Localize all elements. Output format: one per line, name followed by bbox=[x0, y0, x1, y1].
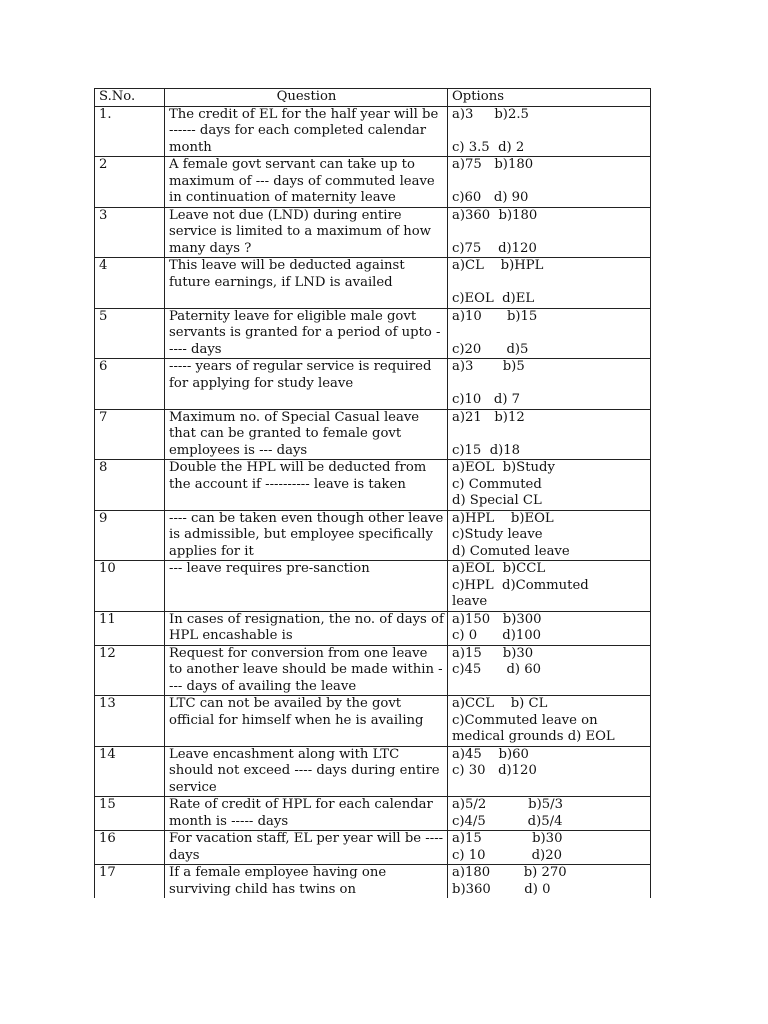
question-text: Double the HPL will be deducted from the account if ---------- leave is taken bbox=[165, 460, 448, 511]
option-line: c)Commuted leave on bbox=[452, 712, 598, 728]
question-text: Request for conversion from one leave to another leave should be made within ---- days of availing the leave bbox=[165, 645, 448, 696]
option-line: c)10 d) 7 bbox=[452, 392, 521, 407]
serial-number: 6 bbox=[95, 359, 165, 410]
option-line: c) Commuted bbox=[452, 476, 542, 492]
option-line: c)4/5 d)5/4 bbox=[452, 813, 563, 829]
question-text: The credit of EL for the half year will be ------ days for each completed calendar month bbox=[165, 106, 448, 157]
options-spacer bbox=[452, 275, 647, 292]
option-line: medical grounds d) EOL bbox=[452, 729, 615, 744]
options-cell bbox=[448, 258, 651, 309]
options-spacer bbox=[452, 325, 647, 342]
serial-number: 3 bbox=[95, 207, 165, 258]
serial-number: 16 bbox=[95, 831, 165, 865]
option-line: b)360 d) 0 bbox=[452, 881, 551, 897]
options-spacer bbox=[452, 224, 647, 241]
options-cell bbox=[448, 645, 651, 696]
table-row bbox=[95, 409, 651, 460]
serial-number: 4 bbox=[95, 258, 165, 309]
option-line: c) 30 d)120 bbox=[452, 763, 537, 778]
option-line: d) Comuted leave bbox=[452, 543, 570, 559]
options-cell bbox=[448, 611, 651, 645]
table-row bbox=[95, 157, 651, 208]
option-line: a)EOL b)Study bbox=[452, 460, 555, 475]
options-cell bbox=[448, 359, 651, 410]
option-line: c) 10 d)20 bbox=[452, 847, 562, 863]
options-cell bbox=[448, 561, 651, 612]
options-spacer bbox=[452, 426, 647, 443]
option-line: a)45 b)60 bbox=[452, 746, 529, 762]
table-row bbox=[95, 207, 651, 258]
question-text: Paternity leave for eligible male govt servants is granted for a period of upto ----- days bbox=[165, 308, 448, 359]
options-cell bbox=[448, 460, 651, 511]
option-line: a)3 b)5 bbox=[452, 359, 525, 374]
serial-number: 14 bbox=[95, 746, 165, 797]
table-header-row bbox=[95, 89, 651, 107]
options-cell bbox=[448, 106, 651, 157]
options-spacer bbox=[452, 174, 647, 191]
serial-number: 10 bbox=[95, 561, 165, 612]
options-cell bbox=[448, 865, 651, 899]
header-sno: S.No. bbox=[95, 89, 165, 107]
options-cell bbox=[448, 696, 651, 747]
serial-number: 2 bbox=[95, 157, 165, 208]
serial-number: 5 bbox=[95, 308, 165, 359]
option-line: c)60 d) 90 bbox=[452, 190, 529, 205]
question-text: In cases of resignation, the no. of days of HPL encashable is bbox=[165, 611, 448, 645]
option-line: c)HPL d)Commuted bbox=[452, 577, 589, 593]
table-row bbox=[95, 561, 651, 612]
table-row bbox=[95, 106, 651, 157]
options-cell bbox=[448, 207, 651, 258]
table-row bbox=[95, 696, 651, 747]
serial-number: 8 bbox=[95, 460, 165, 511]
option-line: a)CL b)HPL bbox=[452, 258, 544, 273]
option-line: a)15 b)30 bbox=[452, 831, 563, 846]
options-spacer bbox=[452, 123, 647, 140]
options-cell bbox=[448, 797, 651, 831]
option-line: a)3 b)2.5 bbox=[452, 106, 529, 122]
table-row bbox=[95, 865, 651, 899]
options-cell bbox=[448, 746, 651, 797]
option-line: c)20 d)5 bbox=[452, 341, 529, 357]
option-line: a)5/2 b)5/3 bbox=[452, 797, 563, 812]
question-text: Leave encashment along with LTC should not exceed ---- days during entire service bbox=[165, 746, 448, 797]
options-cell bbox=[448, 308, 651, 359]
option-line: a)EOL b)CCL bbox=[452, 561, 546, 576]
serial-number: 15 bbox=[95, 797, 165, 831]
serial-number: 17 bbox=[95, 865, 165, 899]
table-row bbox=[95, 797, 651, 831]
option-line: c)75 d)120 bbox=[452, 240, 537, 256]
option-line: a)75 b)180 bbox=[452, 157, 534, 172]
question-text: Leave not due (LND) during entire service is limited to a maximum of how many days ? bbox=[165, 207, 448, 258]
serial-number: 7 bbox=[95, 409, 165, 460]
option-line: c)45 d) 60 bbox=[452, 662, 542, 677]
header-question: Question bbox=[165, 89, 448, 107]
serial-number: 11 bbox=[95, 611, 165, 645]
question-text: A female govt servant can take up to maximum of --- days of commuted leave in continuation of maternity leave bbox=[165, 157, 448, 208]
option-line: a)360 b)180 bbox=[452, 207, 538, 223]
option-line: a)HPL b)EOL bbox=[452, 510, 554, 526]
table-row bbox=[95, 510, 651, 561]
question-text: If a female employee having one surviving child has twins on bbox=[165, 865, 448, 899]
question-text: Maximum no. of Special Casual leave that can be granted to female govt employees is --- days bbox=[165, 409, 448, 460]
table-row bbox=[95, 258, 651, 309]
question-text: ---- can be taken even though other leave is admissible, but employee specifically applies for it bbox=[165, 510, 448, 561]
serial-number: 12 bbox=[95, 645, 165, 696]
options-cell bbox=[448, 831, 651, 865]
question-text: ----- years of regular service is required for applying for study leave bbox=[165, 359, 448, 410]
option-line: a)15 b)30 bbox=[452, 645, 534, 661]
option-line: a)150 b)300 bbox=[452, 611, 542, 627]
options-cell bbox=[448, 510, 651, 561]
question-text: Rate of credit of HPL for each calendar month is ----- days bbox=[165, 797, 448, 831]
question-text: For vacation staff, EL per year will be ---- days bbox=[165, 831, 448, 865]
table-row bbox=[95, 359, 651, 410]
table-row bbox=[95, 611, 651, 645]
header-options: Options bbox=[448, 89, 651, 107]
options-cell bbox=[448, 157, 651, 208]
option-line: d) Special CL bbox=[452, 493, 542, 508]
serial-number: 13 bbox=[95, 696, 165, 747]
option-line: c)EOL d)EL bbox=[452, 291, 535, 306]
serial-number: 9 bbox=[95, 510, 165, 561]
option-line: a)10 b)15 bbox=[452, 308, 538, 324]
question-text: This leave will be deducted against future earnings, if LND is availed bbox=[165, 258, 448, 309]
options-cell bbox=[448, 409, 651, 460]
serial-number: 1. bbox=[95, 106, 165, 157]
option-line: a)180 b) 270 bbox=[452, 865, 567, 880]
table-body bbox=[95, 106, 651, 898]
option-line: a)CCL b) CL bbox=[452, 696, 548, 711]
option-line: c)Study leave bbox=[452, 527, 543, 542]
table-row bbox=[95, 460, 651, 511]
option-line: a)21 b)12 bbox=[452, 409, 525, 425]
table-row bbox=[95, 645, 651, 696]
option-line: c) 0 d)100 bbox=[452, 628, 542, 643]
table-row bbox=[95, 831, 651, 865]
question-text: LTC can not be availed by the govt official for himself when he is availing bbox=[165, 696, 448, 747]
options-spacer bbox=[452, 376, 647, 393]
option-line: leave bbox=[452, 594, 488, 609]
option-line: c) 3.5 d) 2 bbox=[452, 139, 525, 155]
table-row bbox=[95, 746, 651, 797]
question-text: --- leave requires pre-sanction bbox=[165, 561, 448, 612]
table-row bbox=[95, 308, 651, 359]
option-line: c)15 d)18 bbox=[452, 442, 521, 458]
quiz-table bbox=[94, 88, 651, 898]
